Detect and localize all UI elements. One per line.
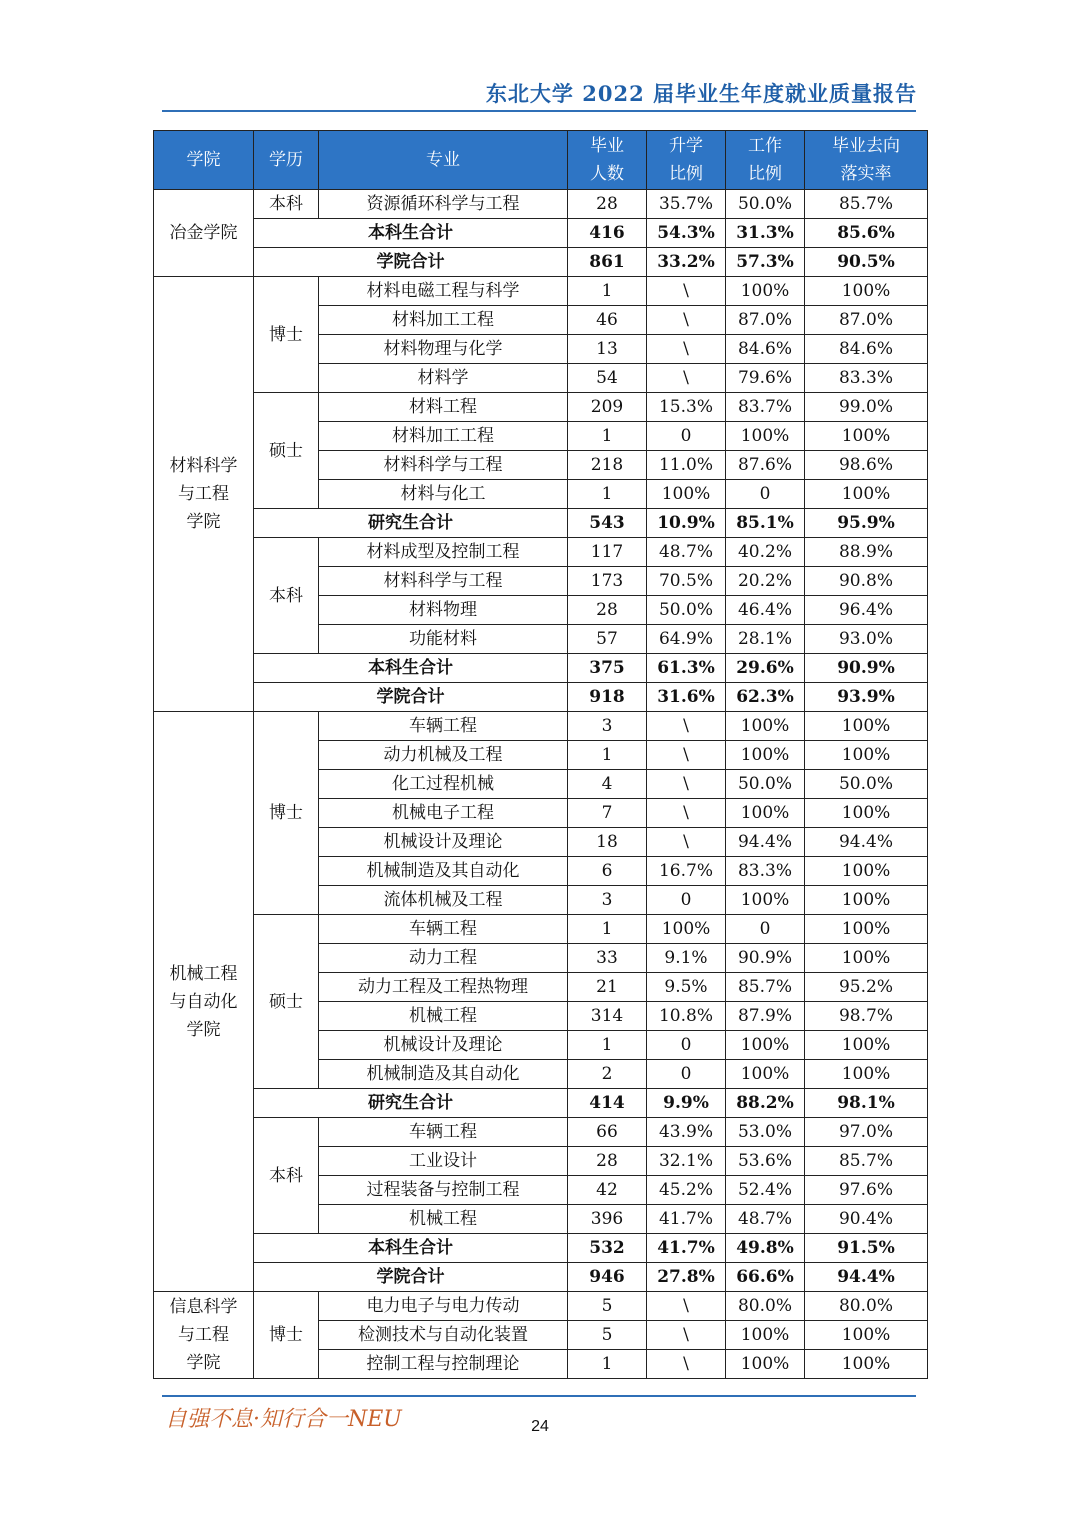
further-study-rate-cell: 0 xyxy=(647,422,726,451)
placement-rate-cell: 96.4% xyxy=(805,596,928,625)
subtotal-row xyxy=(154,654,928,683)
placement-rate-cell: 84.6% xyxy=(805,335,928,364)
subtotal-employment-rate: 57.3% xyxy=(726,248,805,277)
header-further-study-rate: 升学 比例 xyxy=(647,131,726,190)
subtotal-label: 本科生合计 xyxy=(254,654,568,683)
employment-rate-cell: 53.0% xyxy=(726,1118,805,1147)
subtotal-graduates: 861 xyxy=(568,248,647,277)
placement-rate-cell: 90.4% xyxy=(805,1205,928,1234)
graduates-cell: 28 xyxy=(568,596,647,625)
graduates-cell: 117 xyxy=(568,538,647,567)
further-study-rate-cell: \ xyxy=(647,364,726,393)
further-study-rate-cell: 0 xyxy=(647,886,726,915)
graduates-cell: 21 xyxy=(568,973,647,1002)
further-study-rate-cell: 100% xyxy=(647,480,726,509)
graduates-cell: 314 xyxy=(568,1002,647,1031)
further-study-rate-cell: 32.1% xyxy=(647,1147,726,1176)
subtotal-employment-rate: 31.3% xyxy=(726,219,805,248)
header-degree: 学历 xyxy=(254,131,319,190)
employment-rate-cell: 100% xyxy=(726,422,805,451)
major-cell: 材料加工工程 xyxy=(319,422,568,451)
further-study-rate-cell: 11.0% xyxy=(647,451,726,480)
further-study-rate-cell: 64.9% xyxy=(647,625,726,654)
subtotal-graduates: 543 xyxy=(568,509,647,538)
placement-rate-cell: 90.8% xyxy=(805,567,928,596)
table-row xyxy=(154,538,928,567)
further-study-rate-cell: 9.5% xyxy=(647,973,726,1002)
major-cell: 检测技术与自动化装置 xyxy=(319,1321,568,1350)
subtotal-graduates: 375 xyxy=(568,654,647,683)
further-study-rate-cell: \ xyxy=(647,712,726,741)
graduates-cell: 28 xyxy=(568,1147,647,1176)
employment-rate-cell: 100% xyxy=(726,741,805,770)
header-graduates: 毕业 人数 xyxy=(568,131,647,190)
degree-cell: 本科 xyxy=(254,190,319,219)
subtotal-employment-rate: 85.1% xyxy=(726,509,805,538)
major-cell: 机械设计及理论 xyxy=(319,1031,568,1060)
employment-rate-cell: 87.0% xyxy=(726,306,805,335)
placement-rate-cell: 95.2% xyxy=(805,973,928,1002)
college-cell: 信息科学 与工程 学院 xyxy=(154,1292,254,1379)
major-cell: 机械制造及其自动化 xyxy=(319,1060,568,1089)
college-cell: 冶金学院 xyxy=(154,190,254,277)
subtotal-label: 本科生合计 xyxy=(254,219,568,248)
major-cell: 材料与化工 xyxy=(319,480,568,509)
subtotal-further-study-rate: 31.6% xyxy=(647,683,726,712)
placement-rate-cell: 100% xyxy=(805,886,928,915)
table-row xyxy=(154,277,928,306)
employment-rate-cell: 83.3% xyxy=(726,857,805,886)
subtotal-row xyxy=(154,219,928,248)
graduates-cell: 33 xyxy=(568,944,647,973)
further-study-rate-cell: 0 xyxy=(647,1031,726,1060)
employment-rate-cell: 100% xyxy=(726,277,805,306)
graduates-cell: 209 xyxy=(568,393,647,422)
employment-rate-cell: 100% xyxy=(726,1321,805,1350)
subtotal-label: 学院合计 xyxy=(254,248,568,277)
employment-rate-cell: 87.9% xyxy=(726,1002,805,1031)
subtotal-row xyxy=(154,1234,928,1263)
major-cell: 机械制造及其自动化 xyxy=(319,857,568,886)
subtotal-further-study-rate: 33.2% xyxy=(647,248,726,277)
header-college: 学院 xyxy=(154,131,254,190)
graduates-cell: 46 xyxy=(568,306,647,335)
major-cell: 工业设计 xyxy=(319,1147,568,1176)
graduates-cell: 42 xyxy=(568,1176,647,1205)
subtotal-graduates: 918 xyxy=(568,683,647,712)
subtotal-employment-rate: 62.3% xyxy=(726,683,805,712)
employment-table xyxy=(153,130,928,1379)
placement-rate-cell: 98.7% xyxy=(805,1002,928,1031)
subtotal-employment-rate: 66.6% xyxy=(726,1263,805,1292)
placement-rate-cell: 100% xyxy=(805,1031,928,1060)
table-row xyxy=(154,915,928,944)
major-cell: 车辆工程 xyxy=(319,915,568,944)
employment-rate-cell: 100% xyxy=(726,799,805,828)
header-divider xyxy=(162,110,916,112)
subtotal-placement-rate: 94.4% xyxy=(805,1263,928,1292)
employment-rate-cell: 20.2% xyxy=(726,567,805,596)
subtotal-further-study-rate: 10.9% xyxy=(647,509,726,538)
employment-rate-cell: 79.6% xyxy=(726,364,805,393)
placement-rate-cell: 100% xyxy=(805,712,928,741)
graduates-cell: 13 xyxy=(568,335,647,364)
further-study-rate-cell: 43.9% xyxy=(647,1118,726,1147)
graduates-cell: 18 xyxy=(568,828,647,857)
major-cell: 材料物理 xyxy=(319,596,568,625)
further-study-rate-cell: 16.7% xyxy=(647,857,726,886)
graduates-cell: 5 xyxy=(568,1292,647,1321)
further-study-rate-cell: 45.2% xyxy=(647,1176,726,1205)
further-study-rate-cell: \ xyxy=(647,828,726,857)
employment-rate-cell: 40.2% xyxy=(726,538,805,567)
major-cell: 流体机械及工程 xyxy=(319,886,568,915)
employment-rate-cell: 53.6% xyxy=(726,1147,805,1176)
major-cell: 材料加工工程 xyxy=(319,306,568,335)
subtotal-employment-rate: 88.2% xyxy=(726,1089,805,1118)
major-cell: 材料工程 xyxy=(319,393,568,422)
major-cell: 过程装备与控制工程 xyxy=(319,1176,568,1205)
employment-rate-cell: 28.1% xyxy=(726,625,805,654)
employment-rate-cell: 100% xyxy=(726,1031,805,1060)
employment-rate-cell: 90.9% xyxy=(726,944,805,973)
employment-rate-cell: 100% xyxy=(726,886,805,915)
subtotal-graduates: 532 xyxy=(568,1234,647,1263)
graduates-cell: 5 xyxy=(568,1321,647,1350)
subtotal-row xyxy=(154,683,928,712)
subtotal-label: 学院合计 xyxy=(254,683,568,712)
table-header-row xyxy=(154,131,928,190)
placement-rate-cell: 100% xyxy=(805,1321,928,1350)
placement-rate-cell: 100% xyxy=(805,741,928,770)
placement-rate-cell: 100% xyxy=(805,857,928,886)
further-study-rate-cell: \ xyxy=(647,799,726,828)
placement-rate-cell: 100% xyxy=(805,1060,928,1089)
major-cell: 材料成型及控制工程 xyxy=(319,538,568,567)
major-cell: 材料学 xyxy=(319,364,568,393)
major-cell: 动力机械及工程 xyxy=(319,741,568,770)
placement-rate-cell: 97.6% xyxy=(805,1176,928,1205)
further-study-rate-cell: \ xyxy=(647,1292,726,1321)
subtotal-employment-rate: 29.6% xyxy=(726,654,805,683)
further-study-rate-cell: \ xyxy=(647,306,726,335)
further-study-rate-cell: \ xyxy=(647,770,726,799)
subtotal-placement-rate: 91.5% xyxy=(805,1234,928,1263)
major-cell: 机械工程 xyxy=(319,1205,568,1234)
graduates-cell: 2 xyxy=(568,1060,647,1089)
major-cell: 机械工程 xyxy=(319,1002,568,1031)
further-study-rate-cell: \ xyxy=(647,1321,726,1350)
table-row xyxy=(154,190,928,219)
subtotal-placement-rate: 93.9% xyxy=(805,683,928,712)
table-row xyxy=(154,1292,928,1321)
subtotal-further-study-rate: 27.8% xyxy=(647,1263,726,1292)
degree-cell: 本科 xyxy=(254,1118,319,1234)
employment-rate-cell: 48.7% xyxy=(726,1205,805,1234)
further-study-rate-cell: 9.1% xyxy=(647,944,726,973)
graduates-cell: 3 xyxy=(568,712,647,741)
placement-rate-cell: 80.0% xyxy=(805,1292,928,1321)
subtotal-placement-rate: 90.9% xyxy=(805,654,928,683)
footer-slogan: 自强不息·知行合一NEU xyxy=(165,1407,402,1432)
placement-rate-cell: 100% xyxy=(805,799,928,828)
header-placement-rate: 毕业去向 落实率 xyxy=(805,131,928,190)
subtotal-employment-rate: 49.8% xyxy=(726,1234,805,1263)
degree-cell: 硕士 xyxy=(254,915,319,1089)
subtotal-placement-rate: 85.6% xyxy=(805,219,928,248)
placement-rate-cell: 85.7% xyxy=(805,190,928,219)
table-body xyxy=(154,190,928,1379)
degree-cell: 博士 xyxy=(254,277,319,393)
subtotal-placement-rate: 98.1% xyxy=(805,1089,928,1118)
further-study-rate-cell: 15.3% xyxy=(647,393,726,422)
further-study-rate-cell: 70.5% xyxy=(647,567,726,596)
placement-rate-cell: 83.3% xyxy=(805,364,928,393)
placement-rate-cell: 93.0% xyxy=(805,625,928,654)
further-study-rate-cell: 41.7% xyxy=(647,1205,726,1234)
subtotal-label: 研究生合计 xyxy=(254,1089,568,1118)
major-cell: 材料物理与化学 xyxy=(319,335,568,364)
graduates-cell: 1 xyxy=(568,915,647,944)
placement-rate-cell: 94.4% xyxy=(805,828,928,857)
employment-rate-cell: 50.0% xyxy=(726,770,805,799)
graduates-cell: 6 xyxy=(568,857,647,886)
subtotal-further-study-rate: 54.3% xyxy=(647,219,726,248)
major-cell: 机械电子工程 xyxy=(319,799,568,828)
graduates-cell: 3 xyxy=(568,886,647,915)
further-study-rate-cell: 100% xyxy=(647,915,726,944)
further-study-rate-cell: 10.8% xyxy=(647,1002,726,1031)
employment-rate-cell: 84.6% xyxy=(726,335,805,364)
major-cell: 材料电磁工程与科学 xyxy=(319,277,568,306)
graduates-cell: 57 xyxy=(568,625,647,654)
subtotal-further-study-rate: 41.7% xyxy=(647,1234,726,1263)
employment-rate-cell: 0 xyxy=(726,915,805,944)
employment-rate-cell: 94.4% xyxy=(726,828,805,857)
placement-rate-cell: 99.0% xyxy=(805,393,928,422)
further-study-rate-cell: \ xyxy=(647,335,726,364)
major-cell: 车辆工程 xyxy=(319,1118,568,1147)
placement-rate-cell: 97.0% xyxy=(805,1118,928,1147)
subtotal-placement-rate: 90.5% xyxy=(805,248,928,277)
graduates-cell: 1 xyxy=(568,741,647,770)
placement-rate-cell: 100% xyxy=(805,277,928,306)
employment-rate-cell: 100% xyxy=(726,1350,805,1379)
placement-rate-cell: 85.7% xyxy=(805,1147,928,1176)
major-cell: 动力工程 xyxy=(319,944,568,973)
major-cell: 电力电子与电力传动 xyxy=(319,1292,568,1321)
graduates-cell: 7 xyxy=(568,799,647,828)
college-cell: 机械工程 与自动化 学院 xyxy=(154,712,254,1292)
page-number: 24 xyxy=(531,1418,549,1435)
employment-rate-cell: 100% xyxy=(726,1060,805,1089)
major-cell: 资源循环科学与工程 xyxy=(319,190,568,219)
footer-divider xyxy=(162,1395,916,1397)
further-study-rate-cell: \ xyxy=(647,741,726,770)
placement-rate-cell: 100% xyxy=(805,915,928,944)
header-major: 专业 xyxy=(319,131,568,190)
graduates-cell: 396 xyxy=(568,1205,647,1234)
header-employment-rate: 工作 比例 xyxy=(726,131,805,190)
graduates-cell: 1 xyxy=(568,1031,647,1060)
major-cell: 车辆工程 xyxy=(319,712,568,741)
degree-cell: 博士 xyxy=(254,1292,319,1379)
graduates-cell: 218 xyxy=(568,451,647,480)
degree-cell: 本科 xyxy=(254,538,319,654)
subtotal-row xyxy=(154,248,928,277)
graduates-cell: 173 xyxy=(568,567,647,596)
major-cell: 机械设计及理论 xyxy=(319,828,568,857)
subtotal-row xyxy=(154,1263,928,1292)
placement-rate-cell: 100% xyxy=(805,1350,928,1379)
employment-rate-cell: 83.7% xyxy=(726,393,805,422)
employment-rate-cell: 50.0% xyxy=(726,190,805,219)
employment-rate-cell: 87.6% xyxy=(726,451,805,480)
major-cell: 功能材料 xyxy=(319,625,568,654)
graduates-cell: 54 xyxy=(568,364,647,393)
employment-rate-cell: 46.4% xyxy=(726,596,805,625)
table-row xyxy=(154,712,928,741)
degree-cell: 博士 xyxy=(254,712,319,915)
placement-rate-cell: 88.9% xyxy=(805,538,928,567)
graduates-cell: 1 xyxy=(568,480,647,509)
subtotal-further-study-rate: 61.3% xyxy=(647,654,726,683)
subtotal-graduates: 414 xyxy=(568,1089,647,1118)
placement-rate-cell: 98.6% xyxy=(805,451,928,480)
further-study-rate-cell: 48.7% xyxy=(647,538,726,567)
major-cell: 化工过程机械 xyxy=(319,770,568,799)
employment-rate-cell: 52.4% xyxy=(726,1176,805,1205)
employment-rate-cell: 0 xyxy=(726,480,805,509)
college-cell: 材料科学 与工程 学院 xyxy=(154,277,254,712)
graduates-cell: 1 xyxy=(568,422,647,451)
further-study-rate-cell: 35.7% xyxy=(647,190,726,219)
further-study-rate-cell: 0 xyxy=(647,1060,726,1089)
subtotal-label: 学院合计 xyxy=(254,1263,568,1292)
employment-rate-cell: 85.7% xyxy=(726,973,805,1002)
graduates-cell: 1 xyxy=(568,1350,647,1379)
placement-rate-cell: 87.0% xyxy=(805,306,928,335)
subtotal-row xyxy=(154,1089,928,1118)
graduates-cell: 28 xyxy=(568,190,647,219)
subtotal-row xyxy=(154,509,928,538)
subtotal-graduates: 946 xyxy=(568,1263,647,1292)
major-cell: 控制工程与控制理论 xyxy=(319,1350,568,1379)
subtotal-label: 研究生合计 xyxy=(254,509,568,538)
graduates-cell: 4 xyxy=(568,770,647,799)
further-study-rate-cell: 50.0% xyxy=(647,596,726,625)
employment-rate-cell: 100% xyxy=(726,712,805,741)
employment-rate-cell: 80.0% xyxy=(726,1292,805,1321)
table-row xyxy=(154,1118,928,1147)
subtotal-placement-rate: 95.9% xyxy=(805,509,928,538)
subtotal-label: 本科生合计 xyxy=(254,1234,568,1263)
report-title: 东北大学 2022 届毕业生年度就业质量报告 xyxy=(485,81,917,106)
major-cell: 材料科学与工程 xyxy=(319,451,568,480)
major-cell: 材料科学与工程 xyxy=(319,567,568,596)
subtotal-further-study-rate: 9.9% xyxy=(647,1089,726,1118)
subtotal-graduates: 416 xyxy=(568,219,647,248)
placement-rate-cell: 100% xyxy=(805,944,928,973)
placement-rate-cell: 100% xyxy=(805,422,928,451)
further-study-rate-cell: \ xyxy=(647,277,726,306)
degree-cell: 硕士 xyxy=(254,393,319,509)
further-study-rate-cell: \ xyxy=(647,1350,726,1379)
table-row xyxy=(154,393,928,422)
major-cell: 动力工程及工程热物理 xyxy=(319,973,568,1002)
placement-rate-cell: 100% xyxy=(805,480,928,509)
graduates-cell: 66 xyxy=(568,1118,647,1147)
graduates-cell: 1 xyxy=(568,277,647,306)
placement-rate-cell: 50.0% xyxy=(805,770,928,799)
